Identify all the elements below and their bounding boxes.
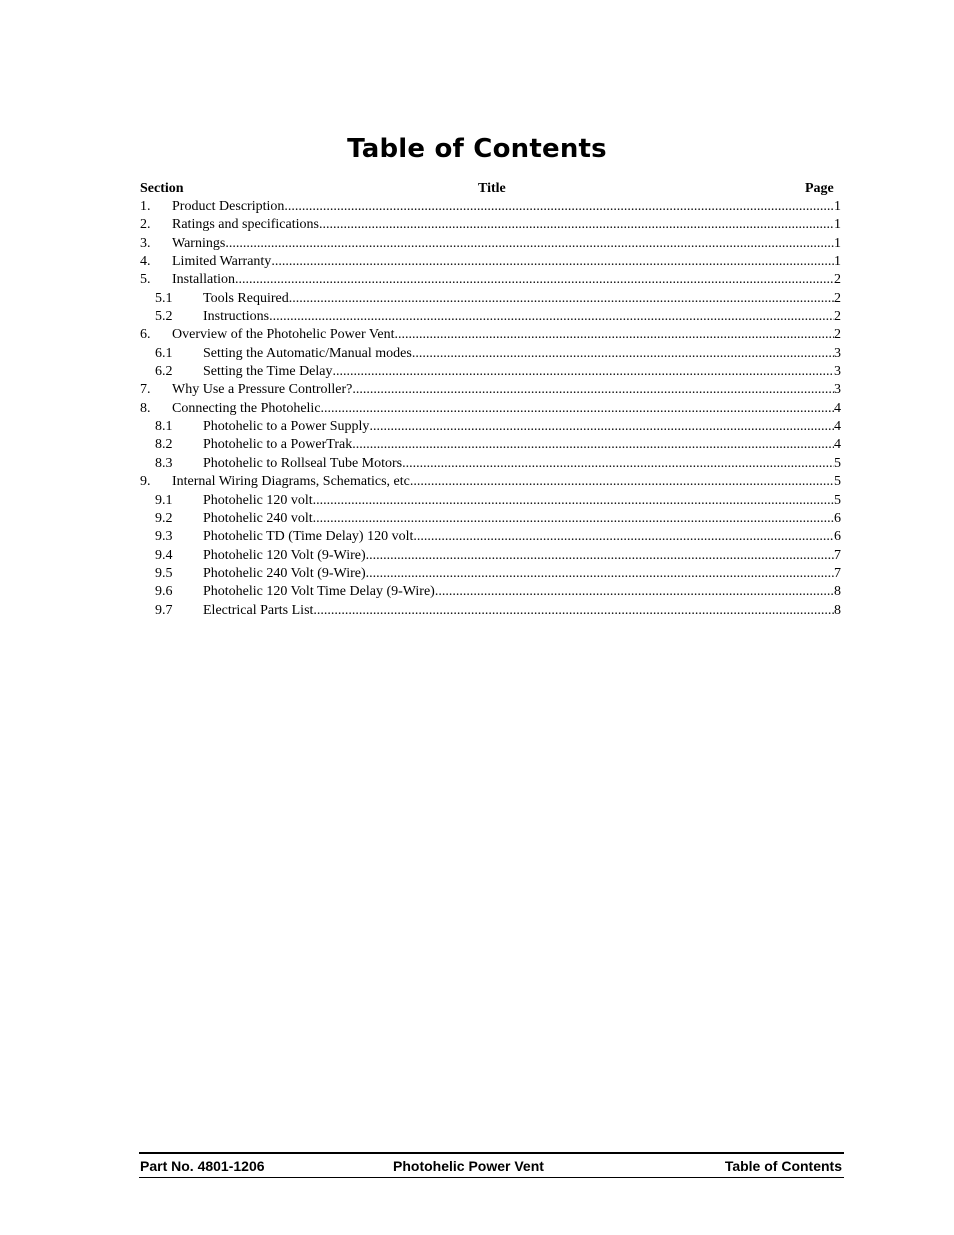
toc-entry-page: 4 (834, 437, 841, 453)
toc-entry-line (203, 455, 841, 473)
toc-entry[interactable] (140, 253, 841, 271)
toc-entry[interactable] (140, 363, 841, 381)
toc-entry-line (172, 400, 841, 418)
toc-entry-page: 2 (834, 290, 841, 306)
dot-leader (369, 418, 834, 436)
dot-leader (435, 583, 834, 601)
toc-entry-label: Ratings and specifications (172, 217, 319, 233)
toc-entry-line (203, 363, 841, 381)
toc-entry-line (172, 326, 841, 344)
toc-entry-line (203, 565, 841, 583)
page-footer (139, 1152, 844, 1178)
toc-entry-number: 9.4 (155, 547, 173, 563)
dot-leader (352, 381, 834, 399)
toc-entry-label: Photohelic to a PowerTrak (203, 437, 353, 453)
toc-entry[interactable] (140, 235, 841, 253)
toc-entry-label: Photohelic TD (Time Delay) 120 volt (203, 529, 414, 545)
toc-entry-number: 5.1 (155, 290, 173, 306)
footer-section-name: Table of Contents (724, 1158, 842, 1174)
page-column-header: Page (805, 181, 834, 196)
dot-leader (352, 436, 834, 454)
toc-entry[interactable] (140, 510, 841, 528)
dot-leader (412, 345, 834, 363)
toc-entry-line (203, 510, 841, 528)
toc-entry-line (203, 436, 841, 454)
toc-entry[interactable] (140, 418, 841, 436)
toc-entry-line (203, 492, 841, 510)
dot-leader (410, 473, 834, 491)
toc-entry-page: 1 (834, 235, 841, 251)
toc-entry-number: 9. (140, 474, 151, 490)
toc-entry-label: Electrical Parts List (203, 602, 314, 618)
toc-entry-line (172, 235, 841, 253)
toc-entry-number: 4. (140, 254, 151, 270)
toc-entry-label: Photohelic 120 volt (203, 492, 313, 508)
dot-leader (402, 455, 834, 473)
title-column-header: Title (478, 181, 506, 196)
toc-entry[interactable] (140, 216, 841, 234)
toc-entry-page: 1 (834, 254, 841, 270)
toc-entry-number: 6.2 (155, 364, 173, 380)
toc-entry-label: Photohelic 120 Volt Time Delay (9-Wire) (203, 584, 435, 600)
toc-entry-line (203, 308, 841, 326)
toc-entry-label: Connecting the Photohelic (172, 400, 321, 416)
dot-leader (313, 492, 834, 510)
toc-entry[interactable] (140, 400, 841, 418)
toc-entry-number: 5.2 (155, 309, 173, 325)
toc-entry-line (172, 381, 841, 399)
dot-leader (319, 216, 834, 234)
toc-entry-number: 9.7 (155, 602, 173, 618)
toc-entry-number: 1. (140, 199, 151, 214)
toc-entry-page: 8 (834, 584, 841, 600)
footer-part-number: Part No. 4801-1206 (140, 1158, 265, 1174)
toc-entry-number: 8.2 (155, 437, 173, 453)
toc-entry[interactable] (140, 565, 841, 583)
footer-product-name: Photohelic Power Vent (393, 1158, 544, 1174)
dot-leader (225, 235, 834, 253)
toc-entry-label: Photohelic 240 Volt (9-Wire) (203, 565, 366, 581)
toc-entry-label: Internal Wiring Diagrams, Schematics, etc (172, 474, 410, 490)
toc-entry-line (172, 253, 841, 271)
toc-entry-line (172, 473, 841, 491)
toc-entry-line (203, 418, 841, 436)
toc-entry-number: 9.3 (155, 529, 173, 545)
toc-entry-label: Warnings (172, 235, 226, 251)
toc-entry-label: Photohelic to Rollseal Tube Motors (203, 455, 403, 471)
dot-leader (235, 271, 834, 289)
toc-entry-page: 1 (834, 199, 841, 214)
page-title: Table of Contents (347, 134, 607, 164)
dot-leader (313, 602, 834, 620)
dot-leader (284, 198, 834, 216)
toc-entry-number: 8. (140, 400, 151, 416)
toc-entry-page: 7 (834, 565, 841, 581)
toc-entry-line (172, 271, 841, 289)
toc-entry-number: 9.5 (155, 565, 173, 581)
dot-leader (269, 308, 834, 326)
toc-entry[interactable] (140, 455, 841, 473)
toc-entry-number: 9.6 (155, 584, 173, 600)
dot-leader (321, 400, 834, 418)
toc-entry-line (172, 198, 841, 216)
toc-entry-label: Why Use a Pressure Controller? (172, 382, 353, 398)
toc-entry-line (203, 290, 841, 308)
toc-entry[interactable] (140, 326, 841, 344)
toc-entry-page: 5 (834, 455, 841, 471)
toc-entry-number: 2. (140, 217, 151, 233)
toc-entry[interactable] (140, 583, 841, 601)
toc-entry-label: Photohelic 240 volt (203, 510, 313, 526)
toc-entry[interactable] (140, 528, 841, 546)
toc-entry-line (203, 602, 841, 620)
toc-entry-line (203, 583, 841, 601)
dot-leader (313, 510, 834, 528)
toc-entry-page: 5 (834, 492, 841, 508)
toc-entry-number: 6. (140, 327, 151, 343)
toc-entry-page: 7 (834, 547, 841, 563)
toc-entry[interactable] (140, 290, 841, 308)
toc-entry-page: 8 (834, 602, 841, 618)
toc-entry-label: Setting the Time Delay (203, 364, 333, 380)
toc-entry-page: 6 (834, 510, 841, 526)
toc-entry[interactable] (140, 602, 841, 620)
toc-entry-page: 2 (834, 272, 841, 288)
toc-entry-label: Tools Required (203, 290, 289, 306)
toc-entry-number: 8.1 (155, 419, 173, 435)
toc-entry-label: Installation (172, 272, 235, 288)
toc-entry-label: Photohelic to a Power Supply (203, 419, 370, 435)
toc-entry[interactable] (140, 198, 841, 216)
toc-entry[interactable] (140, 308, 841, 326)
dot-leader (366, 565, 834, 583)
dot-leader (333, 363, 835, 381)
toc-entry-label: Instructions (203, 309, 270, 325)
toc-entry-line (203, 528, 841, 546)
toc-entry-page: 2 (834, 327, 841, 343)
toc-entry-number: 9.1 (155, 492, 173, 508)
toc-entry[interactable] (140, 436, 841, 454)
toc-entry-number: 6.1 (155, 345, 173, 361)
dot-leader (366, 547, 834, 565)
toc-entry-page: 4 (834, 419, 841, 435)
toc-entry[interactable] (140, 473, 841, 491)
toc-entry-page: 3 (834, 382, 841, 398)
toc-entry-page: 2 (834, 309, 841, 325)
dot-leader (413, 528, 834, 546)
toc-entry-number: 9.2 (155, 510, 173, 526)
toc-entry-page: 5 (834, 474, 841, 490)
toc-entry-label: Setting the Automatic/Manual modes (203, 345, 412, 361)
toc-entry-number: 8.3 (155, 455, 173, 471)
toc-entry[interactable] (140, 381, 841, 399)
toc-entry[interactable] (140, 492, 841, 510)
toc-list (140, 198, 841, 620)
section-column-header: Section (140, 181, 184, 196)
toc-entry-number: 3. (140, 235, 151, 251)
toc-entry-page: 3 (834, 364, 841, 380)
toc-entry[interactable] (140, 547, 841, 565)
toc-entry-number: 5. (140, 272, 151, 288)
dot-leader (289, 290, 834, 308)
toc-entry-number: 7. (140, 382, 151, 398)
toc-entry-label: Photohelic 120 Volt (9-Wire) (203, 547, 366, 563)
toc-entry-page: 3 (834, 345, 841, 361)
toc-entry-label: Product Description (172, 199, 285, 214)
toc-entry[interactable] (140, 345, 841, 363)
toc-entry-line (172, 216, 841, 234)
toc-entry-page: 6 (834, 529, 841, 545)
dot-leader (395, 326, 834, 344)
toc-entry-page: 1 (834, 217, 841, 233)
toc-entry-label: Overview of the Photohelic Power Vent (172, 327, 395, 343)
toc-entry-line (203, 345, 841, 363)
toc-entry-label: Limited Warranty (172, 254, 272, 270)
toc-entry-page: 4 (834, 400, 841, 416)
toc-entry[interactable] (140, 271, 841, 289)
toc-entry-line (203, 547, 841, 565)
dot-leader (271, 253, 834, 271)
